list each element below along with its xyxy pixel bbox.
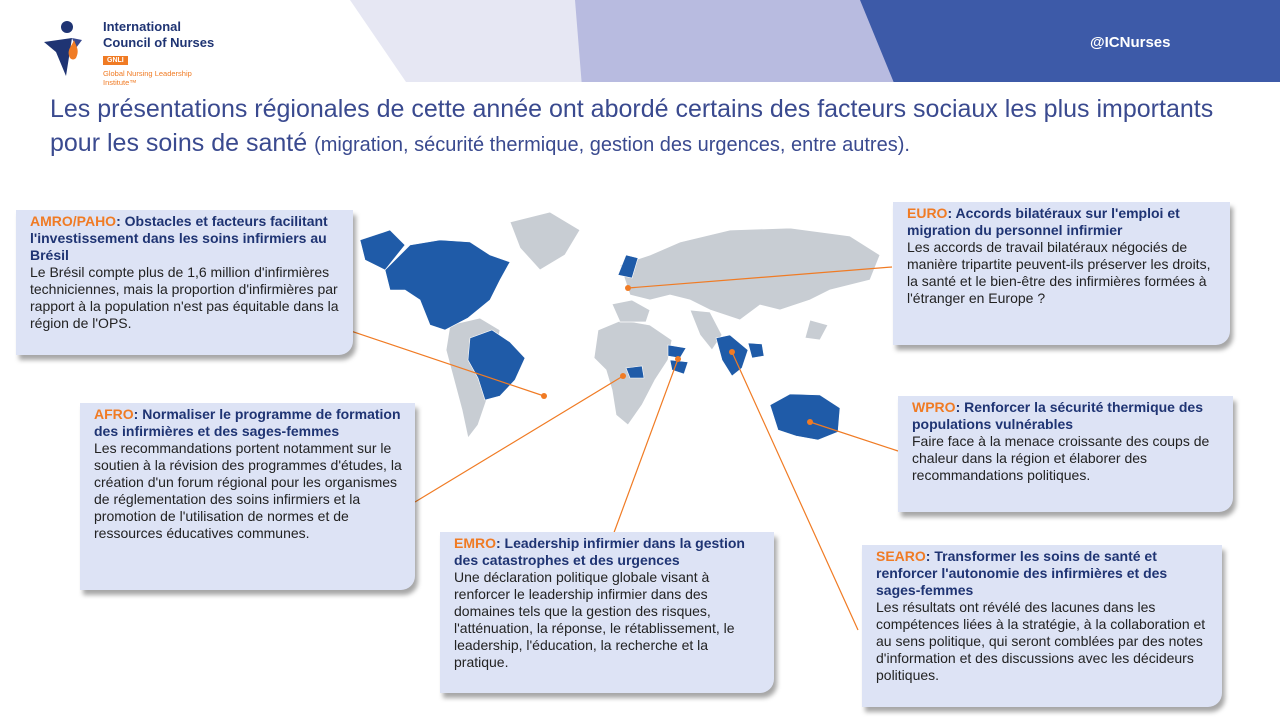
gnli-subtitle: Global Nursing Leadership Institute™: [103, 69, 192, 87]
card-searo-tag: SEARO: [876, 548, 926, 564]
card-afro-tag: AFRO: [94, 406, 134, 422]
card-emro-body: Une déclaration politique globale visant à renforcer le leadership infirmier dans des domaines tels que la gestion des risques, l'atténuation, la réponse, le rétablissement, le leadership, l'éducation, la recherche et la pratique.: [454, 569, 735, 670]
card-afro: [80, 403, 415, 590]
card-amro-paho: [16, 210, 353, 355]
connector-euro: [628, 267, 892, 288]
card-afro-title: : Normaliser le programme de formation des infirmières et des sages-femmes: [94, 406, 401, 439]
gnli-badge: GNLI: [103, 56, 128, 65]
org-name-line1: International: [103, 19, 182, 34]
card-searo-body: Les résultats ont révélé des lacunes dans les compétences liées à la stratégie, à la collaboration et au sens politique, qui seront comblées par des notes d'information et des discussions avec les décideurs politiques.: [876, 599, 1206, 683]
card-euro-tag: EURO: [907, 205, 948, 221]
card-emro-tag: EMRO: [454, 535, 496, 551]
connector-emro: [612, 359, 678, 538]
headline-main: Les présentations régionales de cette année ont abordé certains des facteurs sociaux les plus importants pour les soins de santé: [50, 95, 1214, 157]
card-euro-title: : Accords bilatéraux sur l'emploi et migration du personnel infirmier: [907, 205, 1180, 238]
connector-afro: [415, 376, 623, 502]
card-amro-body: Le Brésil compte plus de 1,6 million d'infirmières techniciennes, mais la proportion d'infirmières par rapport à la population n'est pas équitable dans la région de l'OPS.: [30, 264, 339, 331]
card-emro-title: : Leadership infirmier dans la gestion des catastrophes et des urgences: [454, 535, 745, 568]
card-afro-body: Les recommandations portent notamment sur le soutien à la révision des programmes d'études, la création d'un forum régional pour les organismes de réglementation des soins infirmiers et la promotion de l'utilisation de normes et de ressources éducatives communes.: [94, 440, 402, 541]
card-wpro-tag: WPRO: [912, 399, 956, 415]
org-name-line2: Council of Nurses: [103, 35, 215, 50]
card-wpro-body: Faire face à la menace croissante des coups de chaleur dans la région et élaborer des recommandations politiques.: [912, 433, 1210, 483]
headline-aside: (migration, sécurité thermique, gestion des urgences, entre autres).: [314, 134, 910, 156]
card-amro-tag: AMRO/PAHO: [30, 213, 117, 229]
card-euro: [893, 202, 1230, 345]
card-euro-body: Les accords de travail bilatéraux négociés de manière tripartite peuvent-ils préserver les droits, la santé et le bien-être des infirmières formées à l'étranger en Europe ?: [907, 239, 1211, 306]
card-wpro: [898, 396, 1233, 512]
card-amro-title: : Obstacles et facteurs facilitant l'investissement dans les soins infirmiers au Brésil: [30, 213, 328, 263]
card-searo-title: : Transformer les soins de santé et renforcer l'autonomie des infirmières et des sages-femmes: [876, 548, 1168, 598]
card-emro: [440, 532, 774, 693]
connector-wpro: [810, 422, 898, 451]
twitter-handle[interactable]: @ICNurses: [1090, 34, 1171, 51]
card-wpro-title: : Renforcer la sécurité thermique des populations vulnérables: [912, 399, 1203, 432]
card-searo: [862, 545, 1222, 707]
